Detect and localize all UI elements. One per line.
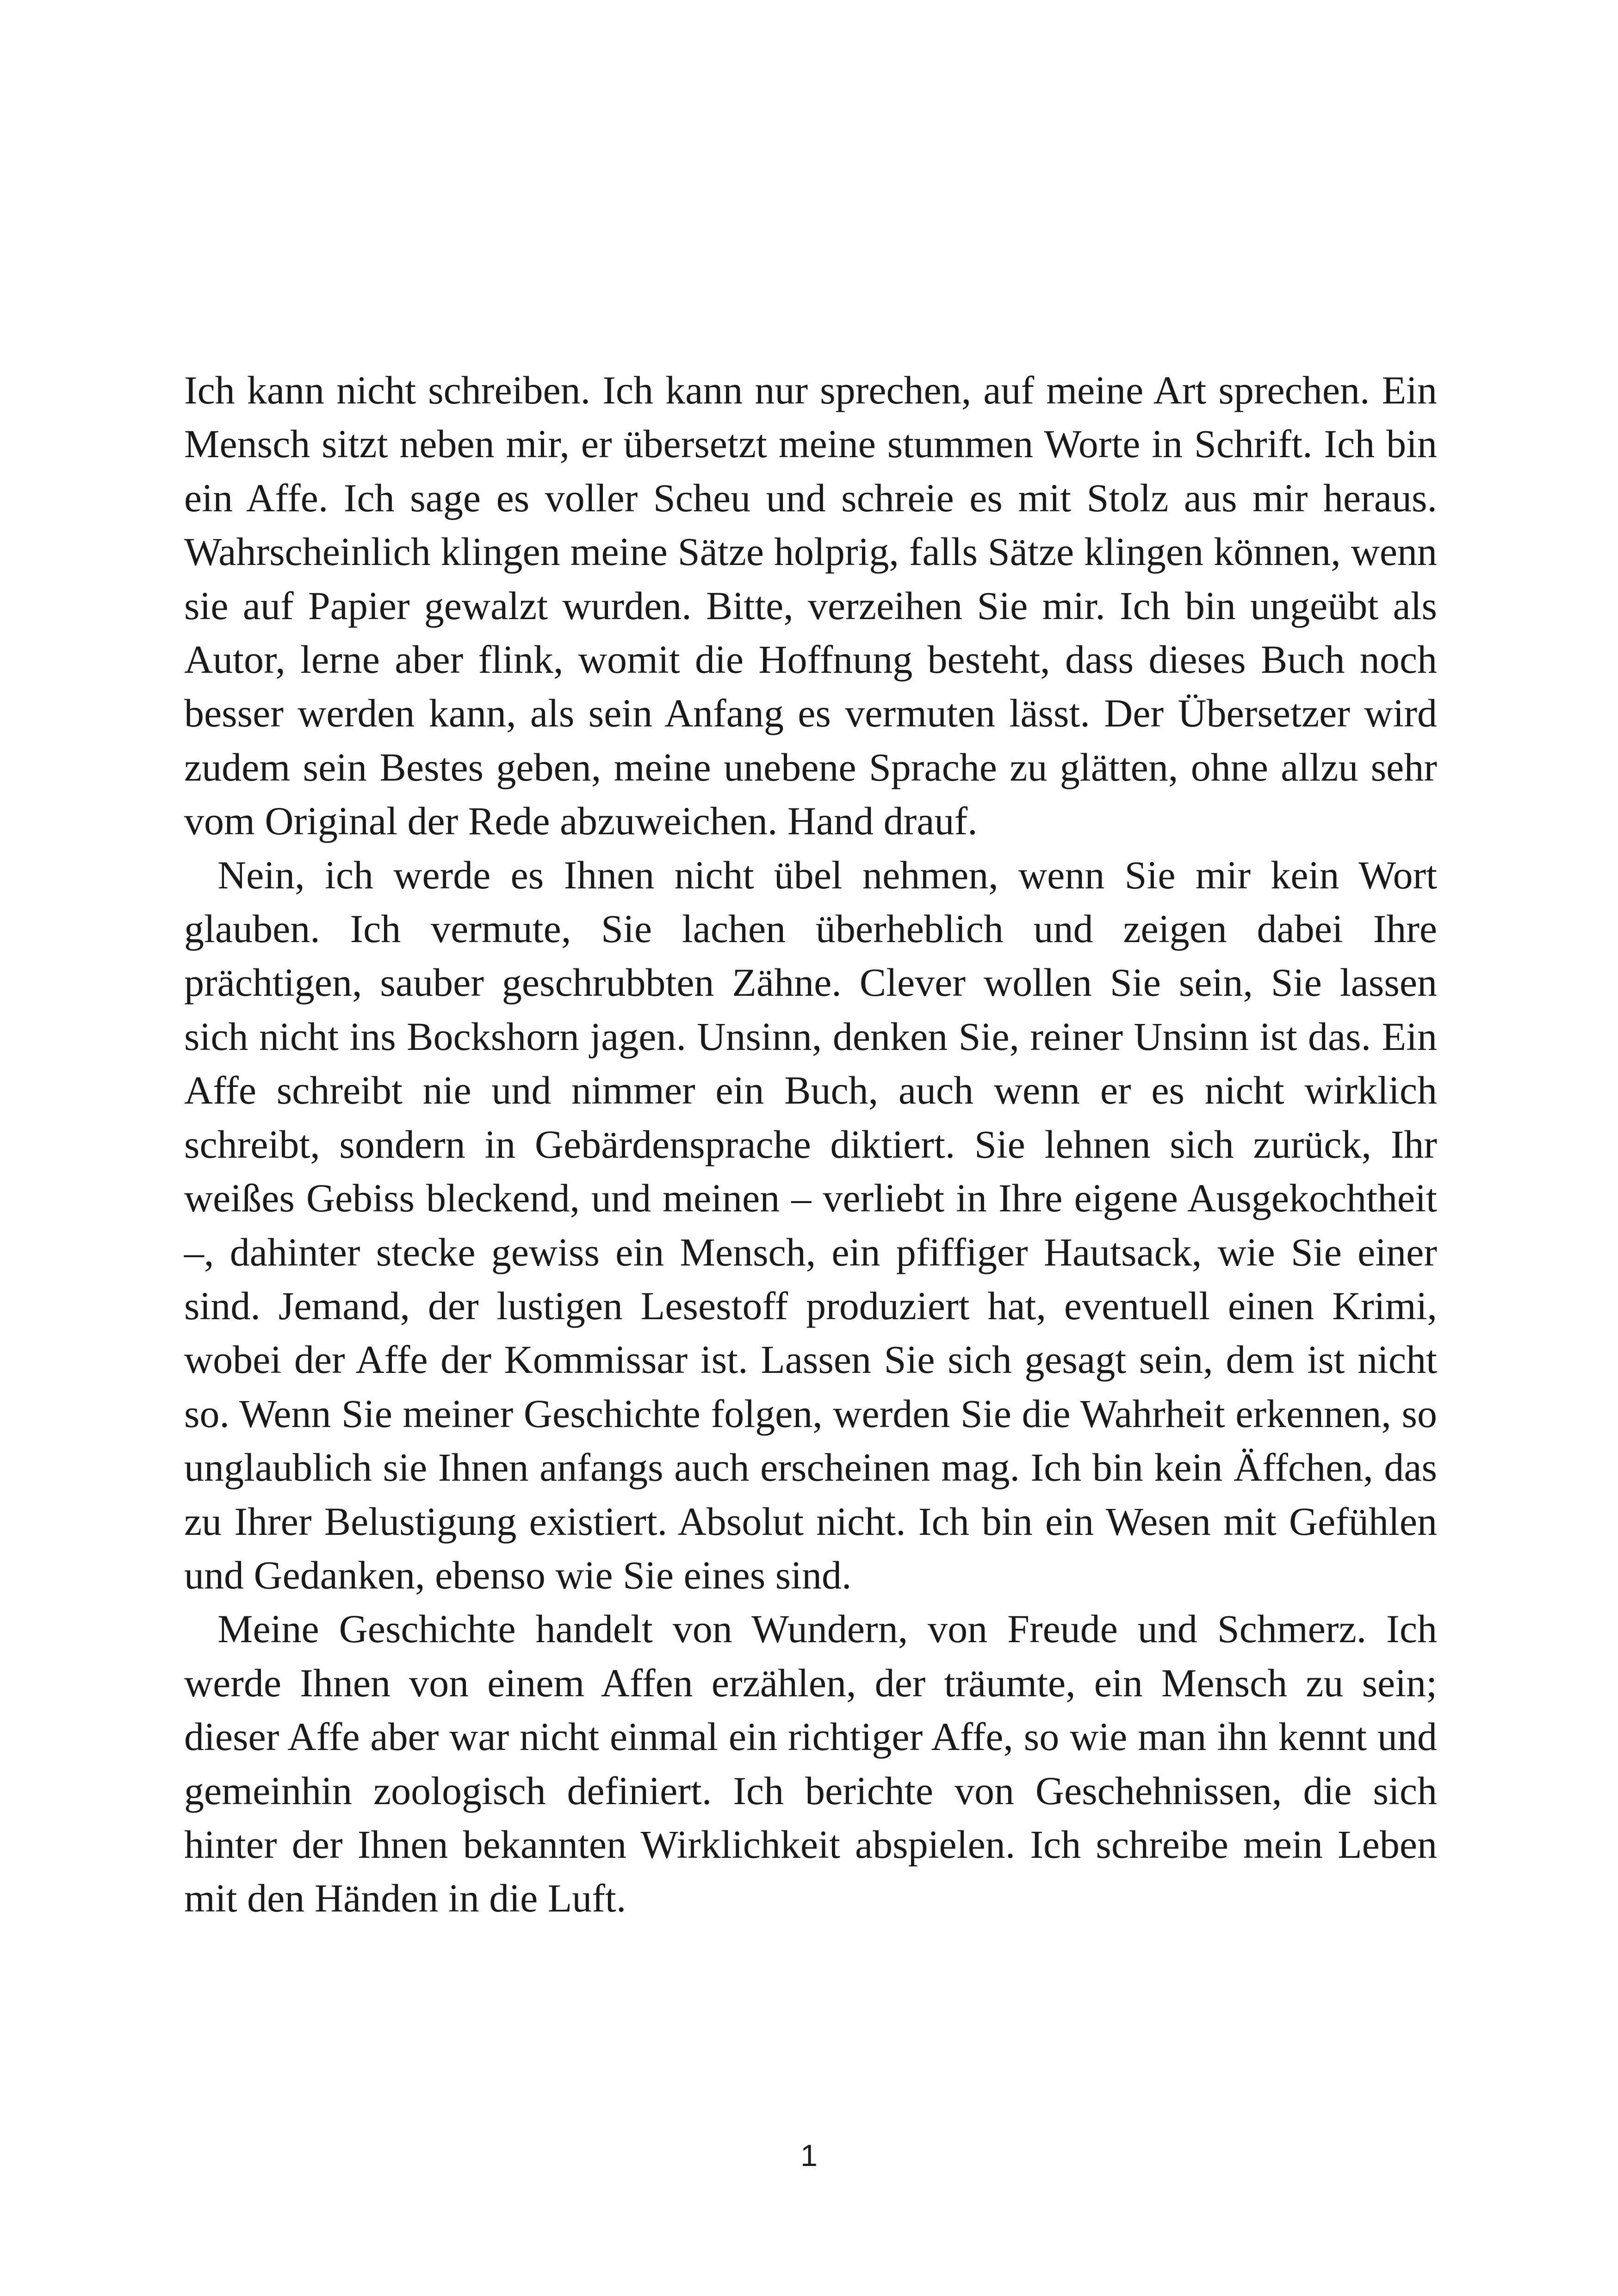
body-text xyxy=(184,363,1437,1925)
paragraph-2: Nein, ich werde es Ihnen nicht übel nehmen, wenn Sie mir kein Wort glauben. Ich vermute, Sie lachen überheblich und zeigen dabei Ihre prächtigen, sauber geschrubbten Zähne. Clever wollen Sie sein, Sie lassen sich nicht ins Bockshorn jagen. Unsinn, denken Sie, reiner Unsinn ist das. Ein Affe schreibt nie und nimmer ein Buch, auch wenn er es nicht wirklich schreibt, sondern in Gebärdensprache diktiert. Sie lehnen sich zurück, Ihr weißes Gebiss bleckend, und meinen – verliebt in Ihre eigene Ausgekochtheit –, dahinter stecke gewiss ein Mensch, ein pfiffiger Hautsack, wie Sie einer sind. Jemand, der lustigen Lesestoff produziert hat, eventuell einen Krimi, wobei der Affe der Kommissar ist. Lassen Sie sich gesagt sein, dem ist nicht so. Wenn Sie meiner Geschichte folgen, werden Sie die Wahrheit erkennen, so unglaublich sie Ihnen anfangs auch erscheinen mag. Ich bin kein Äffchen, das zu Ihrer Belustigung existiert. Absolut nicht. Ich bin ein Wesen mit Gefühlen und Gedanken, ebenso wie Sie eines sind. xyxy=(184,852,1437,1597)
paragraph-1: Ich kann nicht schreiben. Ich kann nur sprechen, auf meine Art sprechen. Ein Mensch sitzt neben mir, er übersetzt meine stummen Worte in Schrift. Ich bin ein Affe. Ich sage es voller Scheu und schreie es mit Stolz aus mir heraus. Wahrscheinlich klingen meine Sätze holprig, falls Sätze klingen können, wenn sie auf Papier gewalzt wurden. Bitte, verzeihen Sie mir. Ich bin ungeübt als Autor, lerne aber flink, womit die Hoffnung besteht, dass dieses Buch noch besser werden kann, als sein Anfang es vermuten lässt. Der Übersetzer wird zudem sein Bestes geben, meine unebene Sprache zu glätten, ohne allzu sehr vom Original der Rede abzuweichen. Hand drauf. xyxy=(184,368,1437,844)
paragraph-3: Meine Geschichte handelt von Wundern, von Freude und Schmerz. Ich werde Ihnen von einem Affen erzählen, der träumte, ein Mensch zu sein; dieser Affe aber war nicht einmal ein richtiger Affe, so wie man ihn kennt und gemeinhin zoologisch definiert. Ich berichte von Geschehnissen, die sich hinter der Ihnen bekannten Wirklichkeit abspielen. Ich schreibe mein Leben mit den Händen in die Luft. xyxy=(184,1607,1437,1921)
page-number: 1 xyxy=(800,2138,818,2172)
